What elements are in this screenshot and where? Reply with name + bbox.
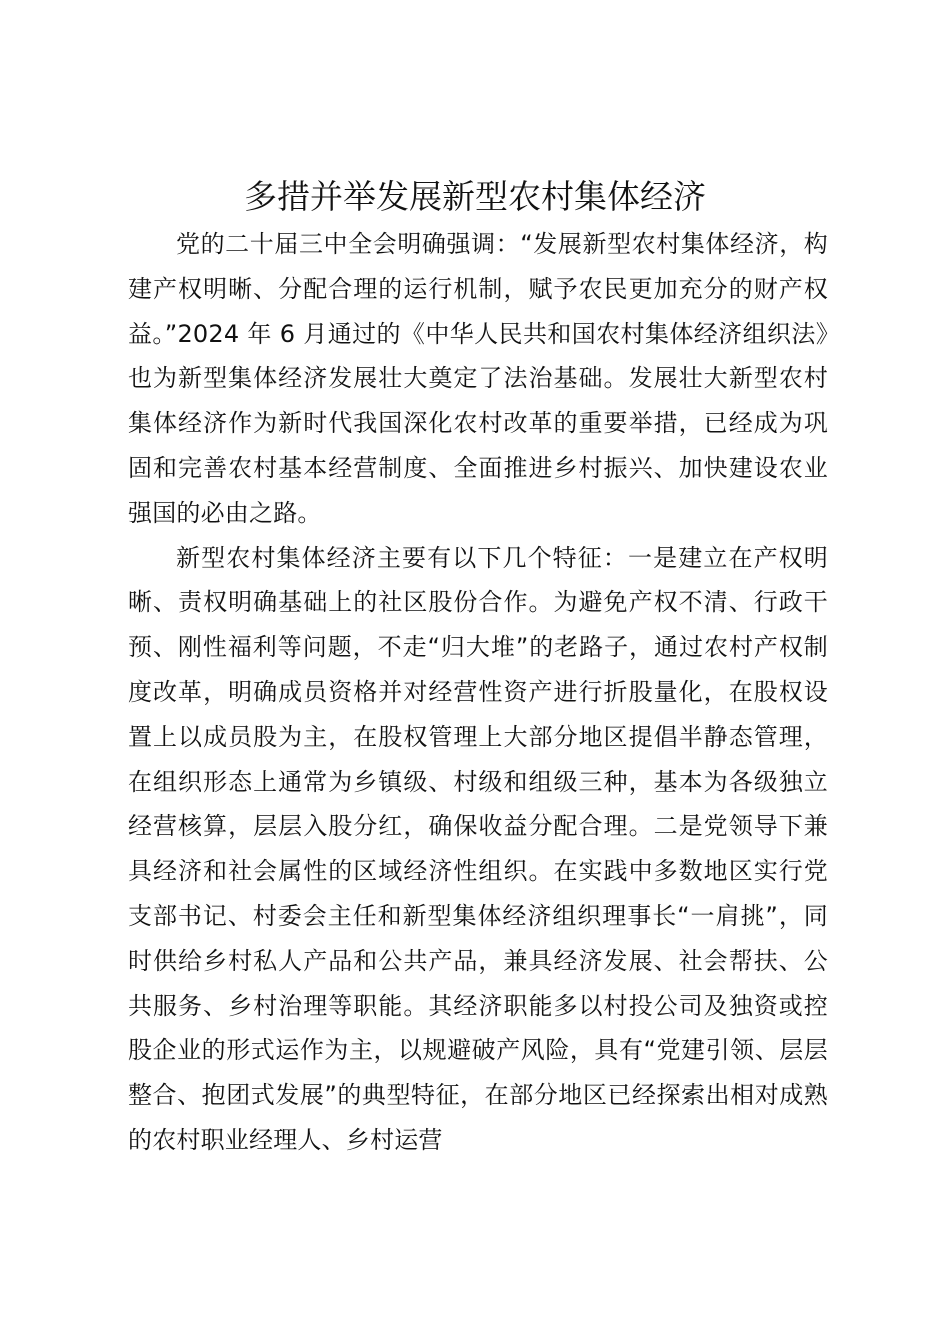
- paragraph-2: 新型农村集体经济主要有以下几个特征：一是建立在产权明晰、责权明确基础上的社区股份合作。为避免产权不清、行政干预、刚性福利等问题，不走“归大堆”的老路子，通过农村产权制度改革，明确成员资格并对经营性资产进行折股量化，在股权设置上以成员股为主，在股权管理上大部分地区提倡半静态管理，在组织形态上通常为乡镇级、村级和组级三种，基本为各级独立经营核算，层层入股分红，确保收益分配合理。二是党领导下兼具经济和社会属性的区域经济性组织。在实践中多数地区实行党支部书记、村委会主任和新型集体经济组织理事长“一肩挑”，同时供给乡村私人产品和公共产品，兼具经济发展、社会帮扶、公共服务、乡村治理等职能。其经济职能多以村投公司及独资或控股企业的形式运作为主，以规避破产风险，具有“党建引领、层层整合、抱团式发展”的典型特征，在部分地区已经探索出相对成熟的农村职业经理人、乡村运营: [128, 543, 828, 1154]
- paragraph-1: 党的二十届三中全会明确强调：“发展新型农村集体经济，构建产权明晰、分配合理的运行机制，赋予农民更加充分的财产权益。”2024 年 6 月通过的《中华人民共和国农村集体经济组织法》也为新型集体经济发展壮大奠定了法治基础。发展壮大新型农村集体经济作为新时代我国深化农村改革的重要举措，已经成为巩固和完善农村基本经营制度、全面推进乡村振兴、加快建设农业强国的必由之路。: [128, 230, 828, 527]
- document-body: [128, 222, 828, 1163]
- document-title: 多措并举发展新型农村集体经济: [244, 177, 706, 216]
